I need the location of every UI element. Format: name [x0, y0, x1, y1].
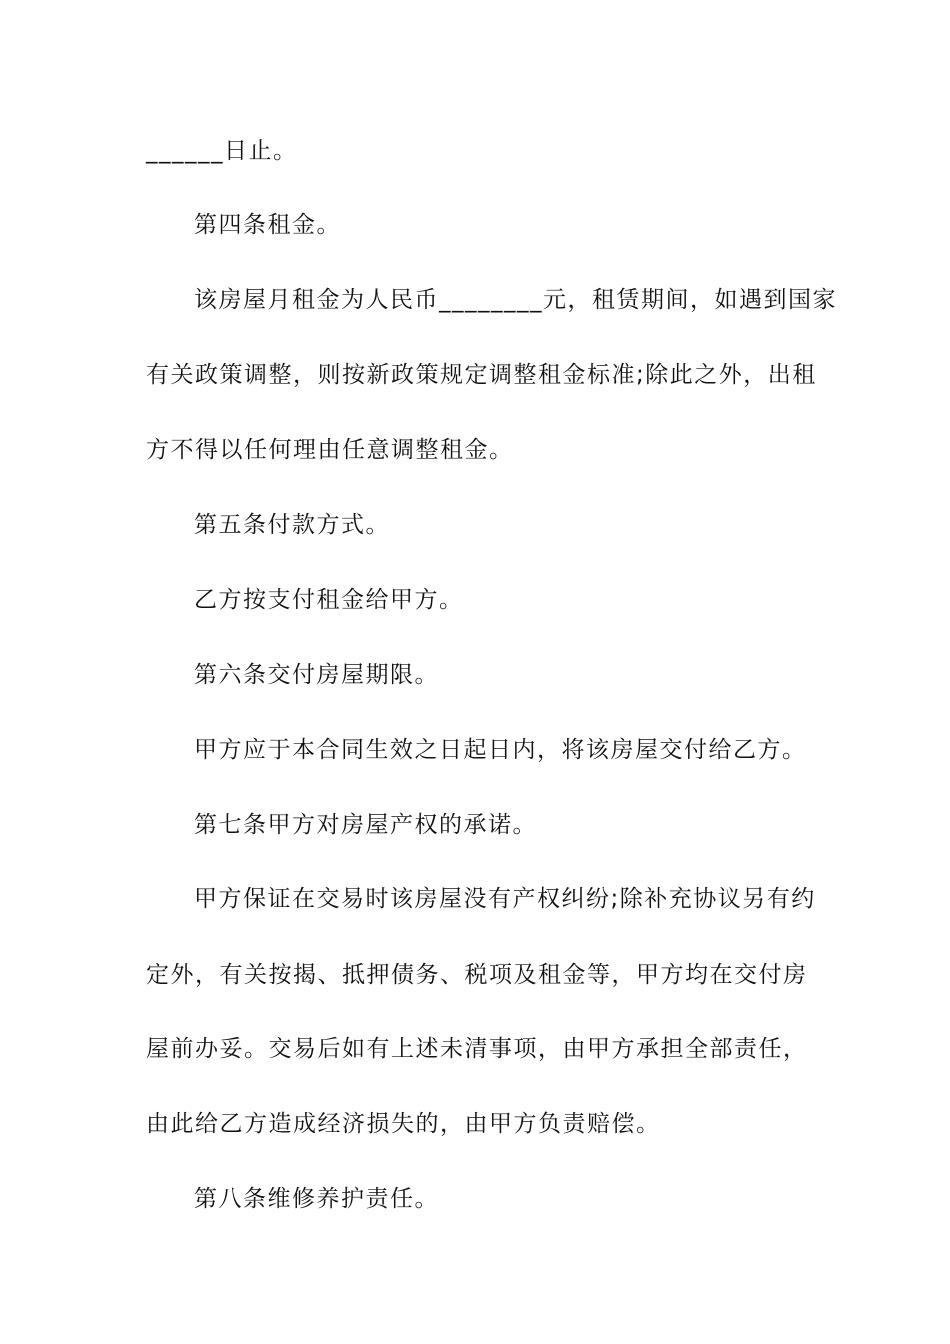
text-line: ______日止。: [146, 138, 298, 164]
text-line: 屋前办妥。交易后如有上述未清事项，由甲方承担全部责任，: [146, 1036, 808, 1062]
section-heading: 第八条维修养护责任。: [194, 1186, 439, 1212]
section-heading: 第四条租金。: [194, 212, 341, 238]
section-heading: 第七条甲方对房屋产权的承诺。: [194, 812, 537, 838]
text-line: 定外，有关按揭、抵押债务、税项及租金等，甲方均在交付房: [146, 962, 808, 988]
text-line: 该房屋月租金为人民币________元，租赁期间，如遇到国家: [194, 287, 837, 313]
text-line: 由此给乙方造成经济损失的，由甲方负责赔偿。: [146, 1111, 661, 1137]
section-heading: 第五条付款方式。: [194, 512, 390, 538]
text-line: 甲方保证在交易时该房屋没有产权纠纷;除补充协议另有约: [194, 886, 816, 912]
text-line: 甲方应于本合同生效之日起日内，将该房屋交付给乙方。: [194, 737, 807, 763]
text-line: 有关政策调整，则按新政策规定调整租金标准;除此之外，出租: [146, 362, 817, 388]
text-line: 乙方按支付租金给甲方。: [194, 587, 464, 613]
section-heading: 第六条交付房屋期限。: [194, 662, 439, 688]
text-line: 方不得以任何理由任意调整租金。: [146, 437, 514, 463]
